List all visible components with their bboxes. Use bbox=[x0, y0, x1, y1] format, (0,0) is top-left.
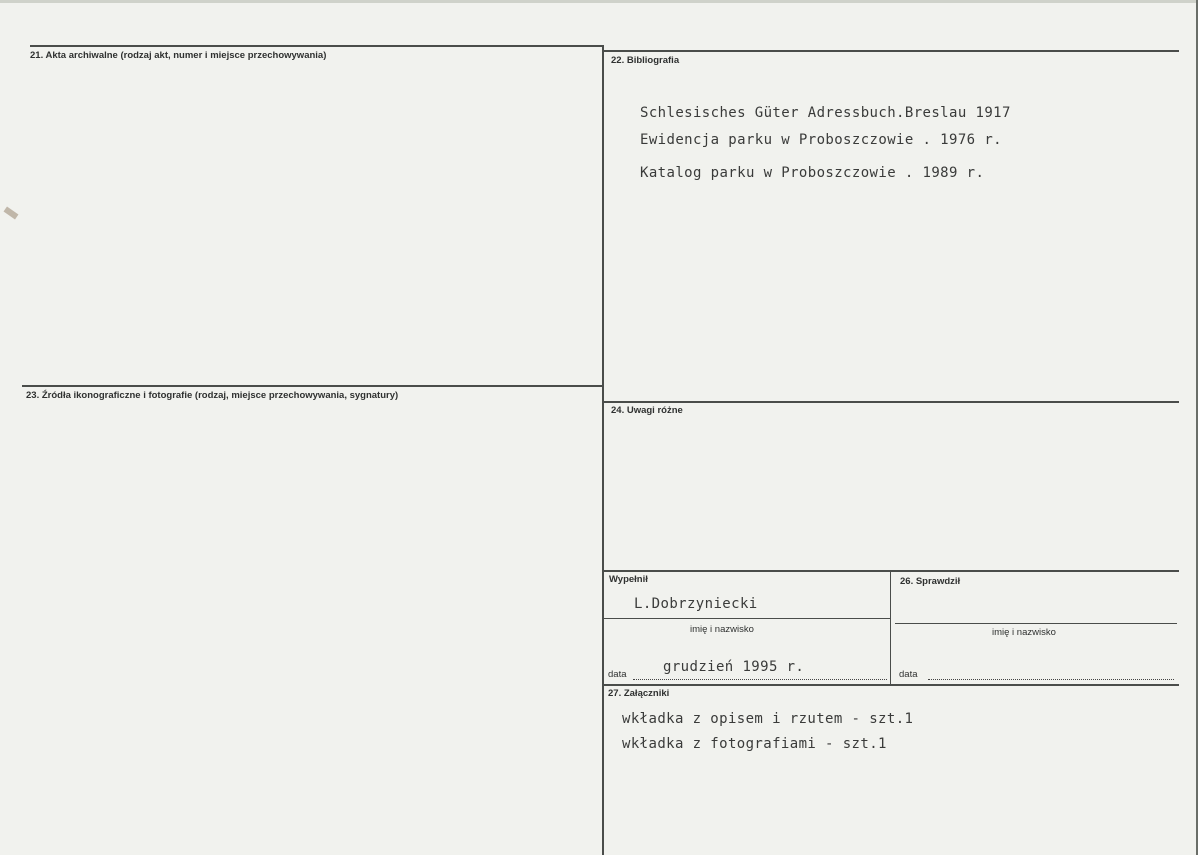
filled-by-date-value: grudzień 1995 r. bbox=[663, 659, 805, 675]
section-27-label: 27. Załączniki bbox=[608, 688, 670, 699]
paper-stain bbox=[4, 207, 19, 220]
filled-by-date-line bbox=[633, 679, 887, 680]
section-24-label: 24. Uwagi różne bbox=[611, 405, 683, 416]
filled-by-date-label: data bbox=[608, 669, 627, 680]
rule-26-name bbox=[895, 623, 1177, 624]
rule-23-top bbox=[22, 385, 602, 387]
section-25-label: Wypełnił bbox=[609, 574, 648, 585]
section-21-label: 21. Akta archiwalne (rodzaj akt, numer i miejsce przechowywania) bbox=[30, 50, 327, 61]
rule-24-top bbox=[604, 401, 1179, 403]
rule-25-top bbox=[604, 570, 1179, 572]
attachment-entry-2: wkładka z fotografiami - szt.1 bbox=[622, 736, 887, 752]
bibliography-entry-2: Ewidencja parku w Proboszczowie . 1976 r. bbox=[640, 132, 1002, 148]
section-23-label: 23. Źródła ikonograficzne i fotografie (rodzaj, miejsce przechowywania, sygnatury) bbox=[26, 390, 399, 401]
bibliography-entry-1: Schlesisches Güter Adressbuch.Breslau 1917 bbox=[640, 105, 1011, 121]
section-22-label: 22. Bibliografia bbox=[611, 55, 680, 66]
attachment-entry-1: wkładka z opisem i rzutem - szt.1 bbox=[622, 711, 914, 727]
checked-by-date-line bbox=[928, 679, 1174, 680]
bibliography-entry-3: Katalog parku w Proboszczowie . 1989 r. bbox=[640, 165, 985, 181]
filled-by-name-caption: imię i nazwisko bbox=[690, 624, 754, 635]
rule-25-name bbox=[604, 618, 890, 619]
rule-27-top bbox=[604, 684, 1179, 686]
divider-25-26 bbox=[890, 572, 891, 684]
card-top-edge bbox=[0, 0, 1198, 3]
checked-by-date-label: data bbox=[899, 669, 918, 680]
filled-by-name: L.Dobrzyniecki bbox=[634, 596, 758, 612]
rule-21-top bbox=[30, 45, 602, 47]
checked-by-name-caption: imię i nazwisko bbox=[992, 627, 1056, 638]
rule-22-top bbox=[604, 50, 1179, 52]
section-26-label: 26. Sprawdził bbox=[900, 576, 961, 587]
divider-center bbox=[602, 45, 604, 855]
